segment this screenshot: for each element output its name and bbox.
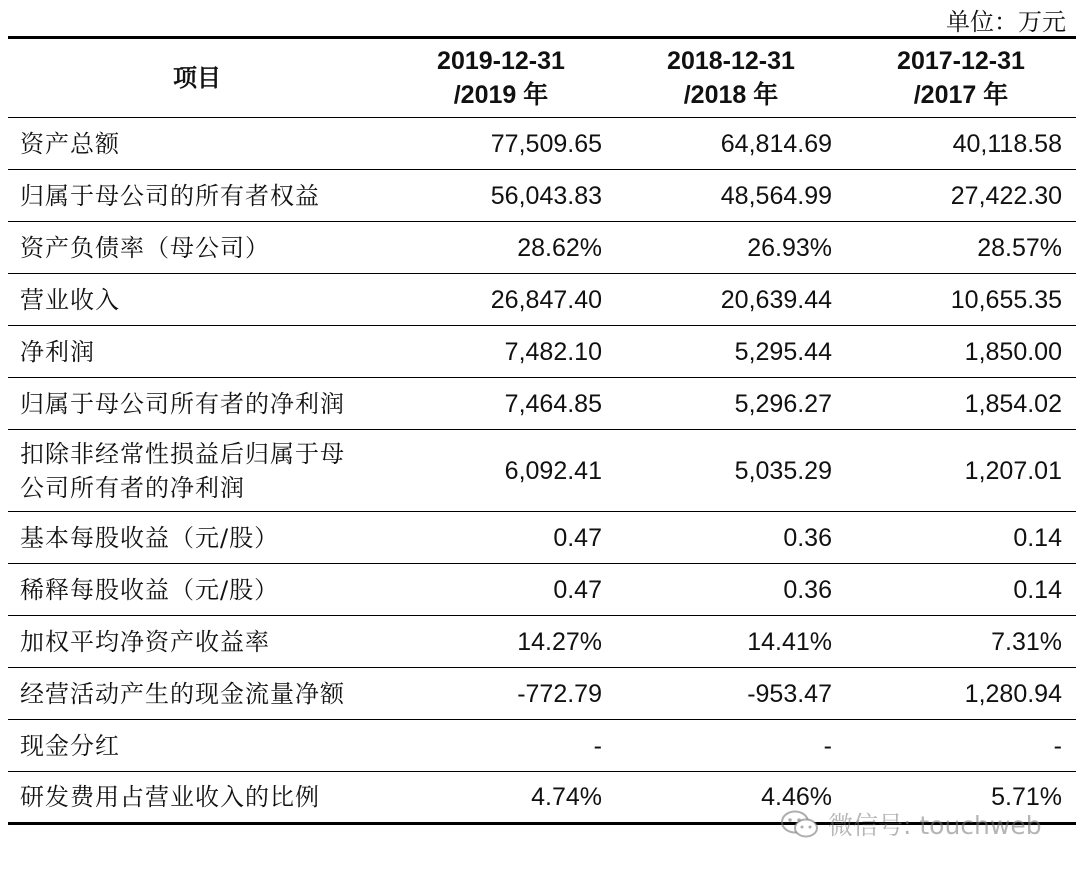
- row-label: 资产负债率（母公司）: [8, 222, 386, 274]
- cell-2017: -: [846, 720, 1076, 772]
- header-2018: [616, 38, 846, 118]
- header-2017-date: 2017-12-31: [897, 47, 1025, 75]
- cell-2017: 10,655.35: [846, 274, 1076, 326]
- header-2019-year: /2019 年: [453, 81, 549, 109]
- row-label-line: 扣除非经常性损益后归属于母: [20, 439, 345, 468]
- cell-2018: 48,564.99: [616, 170, 846, 222]
- header-2019-date: 2019-12-31: [437, 47, 565, 75]
- cell-2018: 0.36: [616, 512, 846, 564]
- cell-2018: 4.46%: [616, 772, 846, 824]
- cell-2018: 5,296.27: [616, 378, 846, 430]
- cell-2019: -: [386, 720, 616, 772]
- unit-label: 单位：万元: [946, 8, 1066, 36]
- cell-2017: 1,280.94: [846, 668, 1076, 720]
- table-row: [8, 668, 1076, 720]
- row-label: 经营活动产生的现金流量净额: [8, 668, 386, 720]
- table-header-row: [8, 38, 1076, 118]
- table-row: [8, 430, 1076, 512]
- table-row: [8, 222, 1076, 274]
- cell-2019: -772.79: [386, 668, 616, 720]
- cell-2018: 20,639.44: [616, 274, 846, 326]
- cell-2019: 56,043.83: [386, 170, 616, 222]
- cell-2017: 0.14: [846, 564, 1076, 616]
- cell-2018: -953.47: [616, 668, 846, 720]
- table-row: [8, 326, 1076, 378]
- row-label: 研发费用占营业收入的比例: [8, 772, 386, 824]
- watermark: [780, 806, 1042, 845]
- table-row: [8, 118, 1076, 170]
- header-item: 项目: [8, 38, 386, 118]
- row-label: 净利润: [8, 326, 386, 378]
- cell-2019: 4.74%: [386, 772, 616, 824]
- cell-2018: 26.93%: [616, 222, 846, 274]
- cell-2018: 5,295.44: [616, 326, 846, 378]
- cell-2019: 14.27%: [386, 616, 616, 668]
- table-row: [8, 616, 1076, 668]
- row-label-line: 公司所有者的净利润: [20, 473, 245, 502]
- cell-2017: 40,118.58: [846, 118, 1076, 170]
- table-row: [8, 512, 1076, 564]
- header-2018-date: 2018-12-31: [667, 47, 795, 75]
- table-row: [8, 170, 1076, 222]
- header-2017-year: /2017 年: [913, 81, 1009, 109]
- cell-2018: 64,814.69: [616, 118, 846, 170]
- cell-2018: -: [616, 720, 846, 772]
- cell-2017: 28.57%: [846, 222, 1076, 274]
- watermark-text: 微信号: touchweb: [828, 811, 1042, 840]
- row-label: 归属于母公司的所有者权益: [8, 170, 386, 222]
- table-row: [8, 378, 1076, 430]
- cell-2019: 0.47: [386, 512, 616, 564]
- cell-2018: 0.36: [616, 564, 846, 616]
- row-label: 现金分红: [8, 720, 386, 772]
- cell-2019: 6,092.41: [386, 430, 616, 512]
- cell-2017: 1,850.00: [846, 326, 1076, 378]
- table-row: [8, 564, 1076, 616]
- cell-2019: 7,464.85: [386, 378, 616, 430]
- row-label: 加权平均净资产收益率: [8, 616, 386, 668]
- cell-2018: 5,035.29: [616, 430, 846, 512]
- table-row: [8, 274, 1076, 326]
- cell-2017: 1,207.01: [846, 430, 1076, 512]
- cell-2017: 0.14: [846, 512, 1076, 564]
- cell-2019: 77,509.65: [386, 118, 616, 170]
- cell-2019: 0.47: [386, 564, 616, 616]
- cell-2019: 28.62%: [386, 222, 616, 274]
- header-2017: [846, 38, 1076, 118]
- financial-table: [8, 36, 1076, 825]
- cell-2017: 5.71%: [846, 772, 1076, 824]
- cell-2019: 7,482.10: [386, 326, 616, 378]
- header-2019: [386, 38, 616, 118]
- cell-2018: 14.41%: [616, 616, 846, 668]
- row-label: 归属于母公司所有者的净利润: [8, 378, 386, 430]
- cell-2017: 27,422.30: [846, 170, 1076, 222]
- row-label: 稀释每股收益（元/股）: [8, 564, 386, 616]
- table-row: [8, 720, 1076, 772]
- row-label: 资产总额: [8, 118, 386, 170]
- row-label: [8, 430, 386, 512]
- cell-2017: 1,854.02: [846, 378, 1076, 430]
- cell-2019: 26,847.40: [386, 274, 616, 326]
- header-2018-year: /2018 年: [683, 81, 779, 109]
- row-label: 基本每股收益（元/股）: [8, 512, 386, 564]
- row-label: 营业收入: [8, 274, 386, 326]
- cell-2017: 7.31%: [846, 616, 1076, 668]
- wechat-icon: [780, 809, 820, 845]
